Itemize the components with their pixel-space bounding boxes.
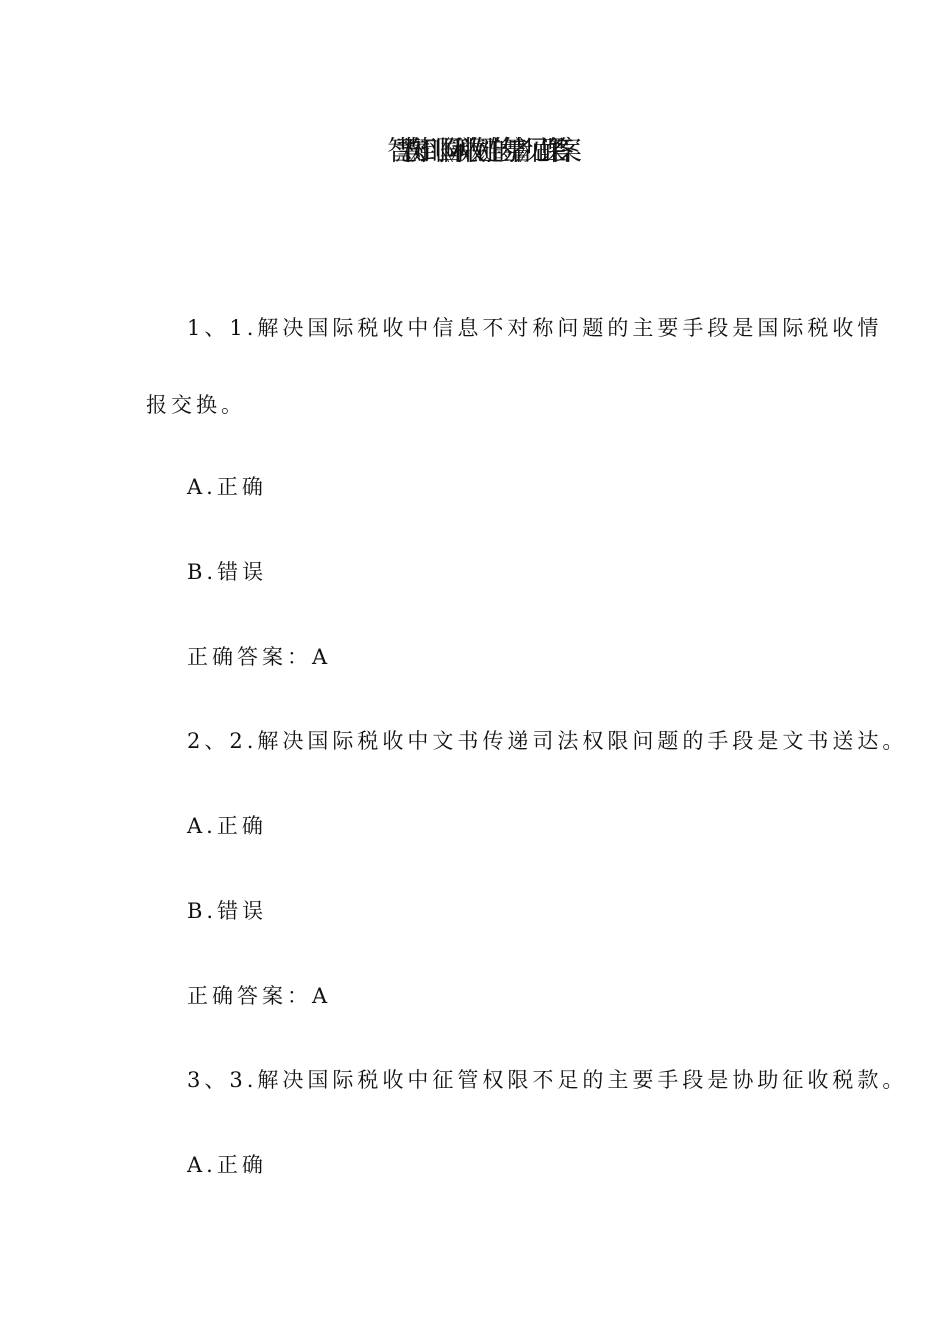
question-3-option-a: A.正确	[187, 1153, 267, 1177]
question-2-option-a: A.正确	[187, 814, 267, 838]
question-1-option-a: A.正确	[187, 475, 267, 499]
question-1-stem-line-1: 1、1.解决国际税收中信息不对称问题的主要手段是国际税收情	[187, 316, 883, 340]
question-1-answer: 正确答案：A	[187, 645, 332, 669]
question-3-stem-line-1: 3、3.解决国际税收中征管权限不足的主要手段是协助征收税款。	[187, 1068, 908, 1092]
question-2-option-b: B.错误	[187, 899, 268, 923]
document-title: 智慧树知到《国际税收网链上的舞者》见面课答案	[387, 136, 563, 167]
question-1-stem-line-2: 报交换。	[146, 393, 246, 417]
question-1-option-b: B.错误	[187, 560, 268, 584]
question-2-stem-line-1: 2、2.解决国际税收中文书传递司法权限问题的手段是文书送达。	[187, 729, 908, 753]
question-2-answer: 正确答案：A	[187, 984, 332, 1008]
